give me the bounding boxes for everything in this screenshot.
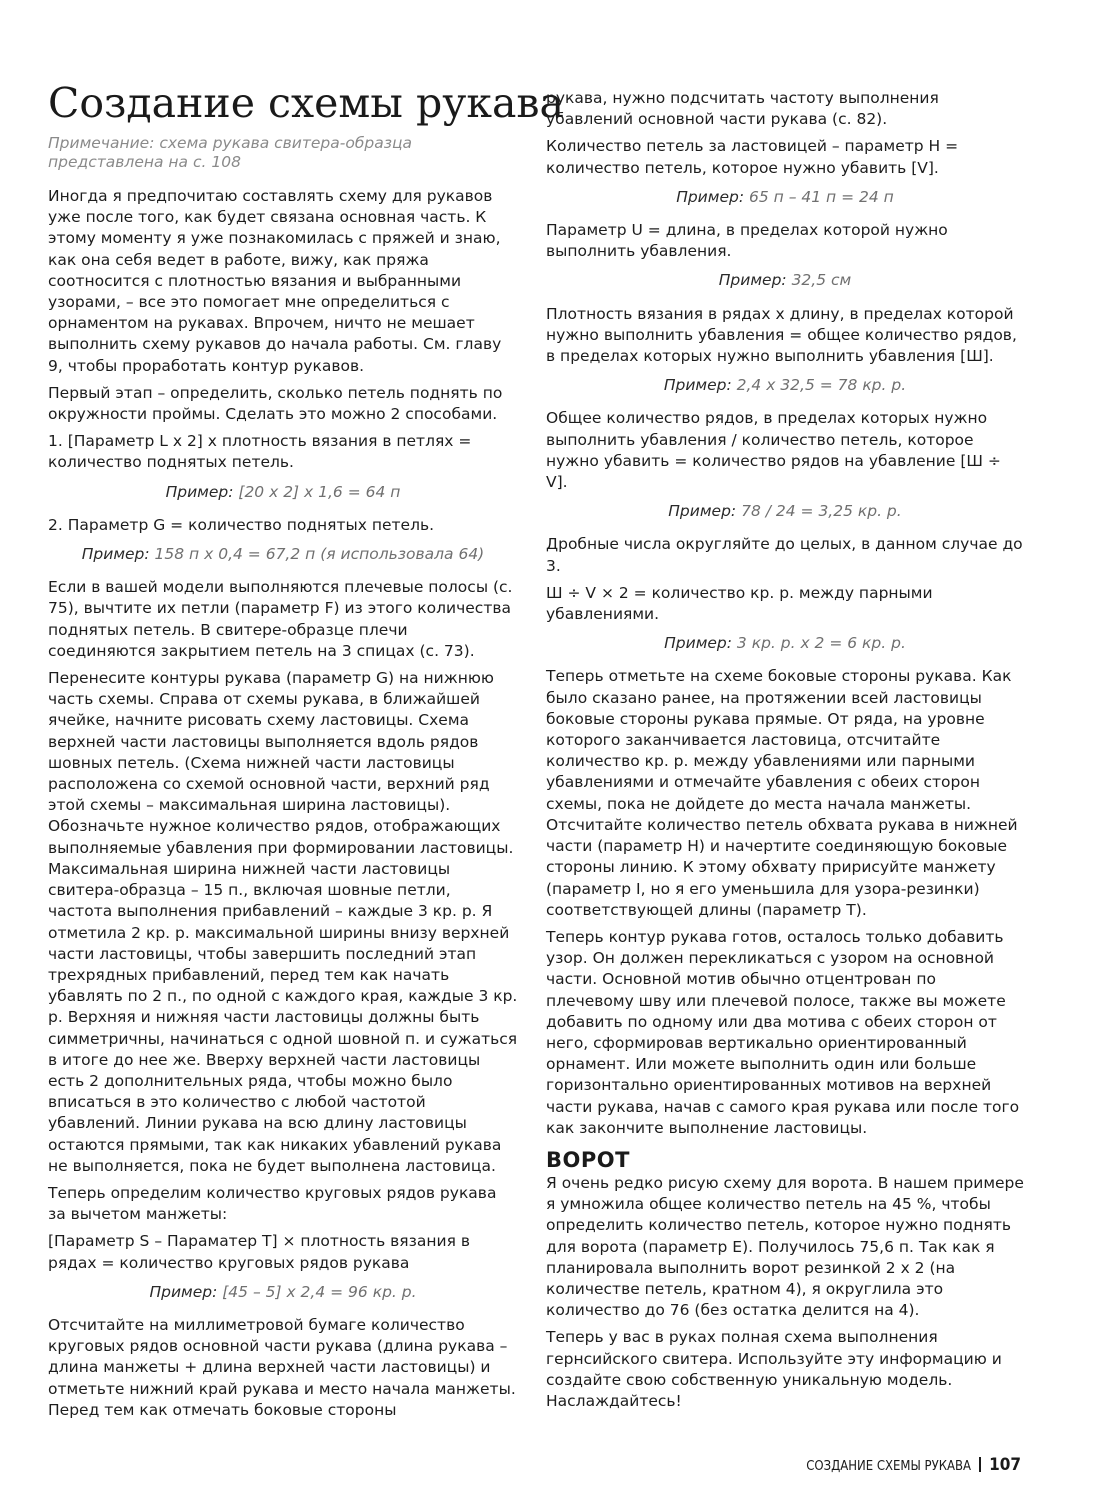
left-column-body [48, 186, 518, 1427]
example-label: Пример: [165, 482, 234, 501]
example-label: Пример: [664, 634, 732, 653]
paragraph: Теперь определим количество круговых рядов рукава за вычетом манжеты: [48, 1183, 497, 1224]
section-heading: ВОРОТ [546, 1147, 630, 1172]
example-value: 2,4 х 32,5 = 78 кр. р. [736, 376, 907, 395]
running-header: СОЗДАНИЕ СХЕМЫ РУКАВА [806, 1459, 972, 1474]
formula: [Параметр S – Параматер T] × плотность вязания в рядах = количество круговых рядов рукава [48, 1232, 470, 1272]
example-label: Пример: [718, 271, 787, 290]
list-item: 2. Параметр G = количество поднятых петель. [48, 515, 435, 534]
example [546, 633, 1024, 654]
example [546, 375, 1024, 396]
paragraph: Иногда я предпочитаю составлять схему для рукавов уже после того, как будет связана основная часть. К этому моменту я уже познакомилась с пряжей и знаю, как она себя ведет в работе, вижу, как пряжа соотносится с плотностью вязания и выбранными узорами, – все это помогает мне определиться с орнаментом на рукавах. Впрочем, ничто не мешает выполнить схему рукавов до начала работы. См. главу 9, чтобы проработать контур рукавов. [48, 187, 502, 375]
paragraph: Я очень редко рисую схему для ворота. В нашем примере я умножила общее количество петель на 45 %, чтобы определить количество петель, которое нужно поднять для ворота (параметр E). Получилось 75,6 п. Так как я планировала выполнить ворот резинкой 2 х 2 (на количестве петель, кратном 4), я округлила это количество до 76 (без остатка делится на 4). [546, 1173, 1024, 1320]
paragraph: Дробные числа округляйте до целых, в данном случае до 3. [546, 535, 1023, 575]
example-label: Пример: [668, 502, 737, 521]
example-value: [45 – 5] х 2,4 = 96 кр. р. [222, 1282, 417, 1301]
paragraph: Теперь отметьте на схеме боковые стороны рукава. Как было сказано ранее, на протяжении всей ластовицы боковые стороны рукава прямые. От ряда, на уровне которого заканчивается ластовица, отсчитайте количество кр. р. между убавлениями или парными убавлениями и отмечайте убавления с обеих сторон схемы, пока не дойдете до места начала манжеты. Отсчитайте количество петель обхвата рукава в нижней части (параметр H) и начертите соединяющую боковые стороны линию. К этому обхвату пририсуйте манжету (параметр I, но я его уменьшила для узора-резинки) соответствующей длины (параметр T). [546, 667, 1018, 919]
example-label: Пример: [149, 1282, 218, 1301]
page-footer [806, 1455, 1021, 1477]
example [546, 270, 1024, 291]
example [48, 482, 518, 503]
footer-divider [979, 1457, 981, 1472]
page-number: 107 [989, 1455, 1021, 1475]
example [546, 501, 1024, 522]
example-value: 158 п х 0,4 = 67,2 п (я использовала 64) [154, 545, 485, 564]
paragraph: Теперь у вас в руках полная схема выполнения гернсийского свитера. Используйте эту информацию и создайте свою собственную уникальную модель. Наслаждайтесь! [546, 1328, 1002, 1410]
example [48, 544, 518, 565]
example-label: Пример: [81, 545, 150, 564]
example-label: Пример: [676, 187, 745, 206]
note: Примечание: схема рукава свитера-образца представлена на с. 108 [48, 134, 413, 171]
paragraph: Первый этап – определить, сколько петель поднять по окружности проймы. Сделать это можно 2 способами. [48, 383, 503, 424]
example [546, 187, 1024, 208]
example-value: 78 / 24 = 3,25 кр. р. [741, 502, 902, 521]
paragraph: Перенесите контуры рукава (параметр G) на нижнюю часть схемы. Справа от схемы рукава, в ближайшей ячейке, начните рисовать схему ластовицы. Схема верхней части ластовицы выполняется вдоль рядов шовных петель. (Схема нижней части ластовицы расположена со схемой основной части, верхний ряд этой схемы – максимальная ширина ластовицы). Обозначьте нужное количество рядов, отображающих выполняемые убавления при формировании ластовицы. Максимальная ширина нижней части ластовицы свитера-образца – 15 п., включая шовные петли, частота выполнения прибавлений – каждые 3 кр. р. Я отметила 2 кр. р. максимальной ширины внизу верхней части ластовицы, чтобы завершить последний этап трехрядных прибавлений, перед тем как начать убавлять по 2 п., по одной с каждого края, каждые 3 кр. р. Верхняя и нижняя части ластовицы должны быть симметричны, начинаться с одной шовной п. и сужаться в итоге до нее же. Вверху верхней части ластовицы есть 2 дополнительных ряда, чтобы можно было вписаться в это количество с любой частотой убавлений. Линии рукава на всю длину ластовицы остаются прямыми, так как никаких убавлений рукава не выполняется, пока не будет выполнена ластовица. [48, 669, 518, 1175]
paragraph: Плотность вязания в рядах х длину, в пределах которой нужно выполнить убавления = общее количество рядов, в пределах которых нужно выполнить убавления [Ш]. [546, 304, 1017, 366]
example-value: 3 кр. р. х 2 = 6 кр. р. [736, 634, 906, 653]
paragraph: Количество петель за ластовицей – параметр H = количество петель, которое нужно убавить [V]. [546, 137, 959, 177]
page-title: Создание схемы рукава [48, 79, 564, 127]
list-item: 1. [Параметр L х 2] х плотность вязания в петлях = количество поднятых петель. [48, 432, 472, 472]
paragraph: рукава, нужно подсчитать частоту выполнения убавлений основной части рукава (с. 82). [546, 89, 939, 129]
example-value: 32,5 см [791, 271, 852, 290]
example-value: 65 п – 41 п = 24 п [748, 187, 894, 206]
paragraph: Общее количество рядов, в пределах которых нужно выполнить убавления / количество петель, которое нужно убавить = количество рядов на убавление [Ш ÷ V]. [546, 409, 1001, 492]
example-value: [20 х 2] х 1,6 = 64 п [238, 482, 401, 501]
paragraph: Если в вашей модели выполняются плечевые полосы (с. 75), вычтите их петли (параметр F) из этого количества поднятых петель. В свитере-образце плечи соединяются закрытием петель на 3 спицах (с. 73). [48, 578, 513, 660]
example-label: Пример: [663, 376, 732, 395]
paragraph: Отсчитайте на миллиметровой бумаге количество круговых рядов основной части рукава (длина рукава – длина манжеты + длина верхней части ластовицы) и отметьте нижний край рукава и место начала манжеты. Перед тем как отмечать боковые стороны [48, 1315, 516, 1419]
paragraph: Параметр U = длина, в пределах которой нужно выполнить убавления. [546, 221, 948, 261]
right-column-body [546, 88, 1024, 1418]
paragraph: Теперь контур рукава готов, осталось только добавить узор. Он должен перекликаться с узором на основной части. Основной мотив обычно отцентрован по плечевому шву или плечевой полосе, также вы можете добавить по одному или два мотива с обеих сторон от него, сформировав вертикально ориентированный орнамент. Или можете выполнить один или больше горизонтально ориентированных мотивов на верхней части рукава, начав с самого края рукава или после того как закончите выполнение ластовицы. [546, 927, 1020, 1137]
example [48, 1282, 518, 1303]
formula: Ш ÷ V × 2 = количество кр. р. между парными убавлениями. [546, 583, 933, 624]
